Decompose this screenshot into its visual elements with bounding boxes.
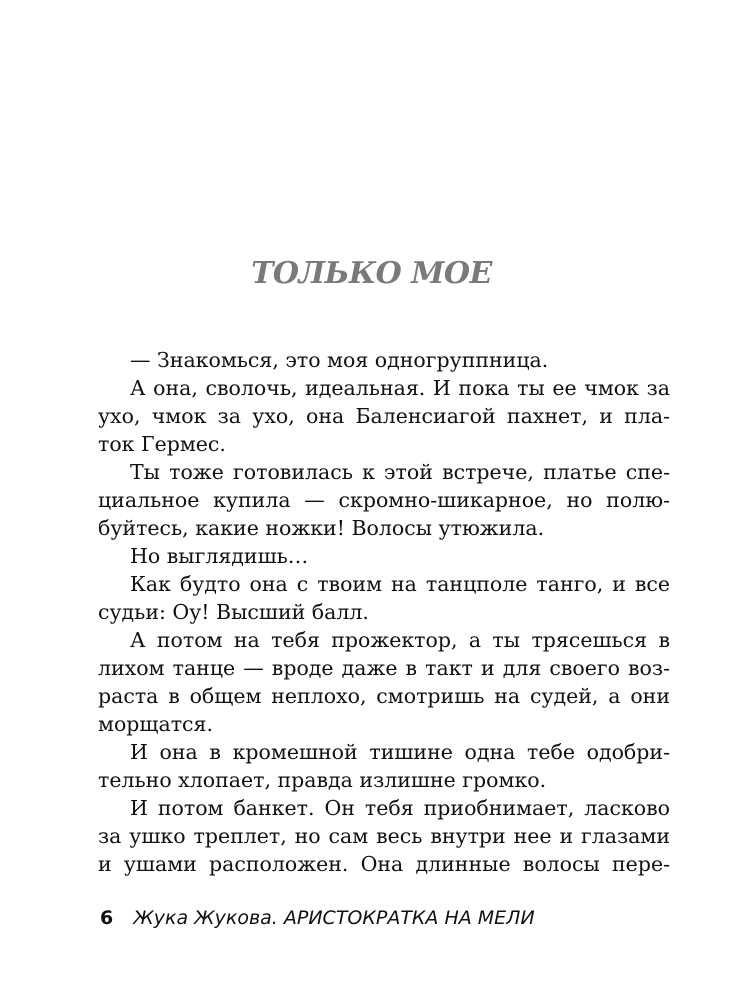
text-line: ток Гермес.: [98, 432, 226, 456]
text-line: морщатся.: [98, 712, 213, 736]
text-line: тельно хлопает, правда излишне громко.: [98, 768, 547, 792]
chapter-title: ТОЛЬКО МОЕ: [251, 256, 492, 291]
text-line: Ты тоже готовилась к этой встрече, платье спе-: [130, 460, 670, 484]
text-line: И она в кромешной тишине одна тебе одобри-: [130, 740, 670, 764]
page-footer: [100, 907, 535, 929]
text-line: А потом на тебя прожектор, а ты трясешься в: [130, 628, 670, 652]
text-line: лихом танце — вроде даже в такт и для своего воз-: [98, 656, 670, 680]
text-line: ухо, чмок за ухо, она Баленсиагой пахнет, и пла-: [98, 404, 670, 428]
text-line: и ушами расположен. Она длинные волосы пере-: [98, 852, 670, 876]
text-line: Но выглядишь…: [130, 544, 309, 568]
page-number: 6: [100, 907, 114, 929]
text-line: циальное купила — скромно-шикарное, но полю-: [98, 488, 670, 512]
text-line: И потом банкет. Он тебя приобнимает, ласково: [130, 796, 670, 820]
text-line: за ушко треплет, но сам весь внутри нее и глазами: [98, 824, 670, 848]
text-line: судьи: Оу! Высший балл.: [98, 600, 369, 624]
text-line: — Знакомься, это моя одногруппница.: [130, 348, 549, 372]
text-line: А она, сволочь, идеальная. И пока ты ее чмок за: [130, 376, 670, 400]
text-line: раста в общем неплохо, смотришь на судей, а они: [98, 684, 670, 708]
running-title: Жука Жукова. АРИСТОКРАТКА НА МЕЛИ: [133, 907, 535, 929]
text-line: буйтесь, какие ножки! Волосы утюжила.: [98, 516, 545, 540]
text-line: Как будто она с твоим на танцполе танго, и все: [130, 572, 670, 596]
